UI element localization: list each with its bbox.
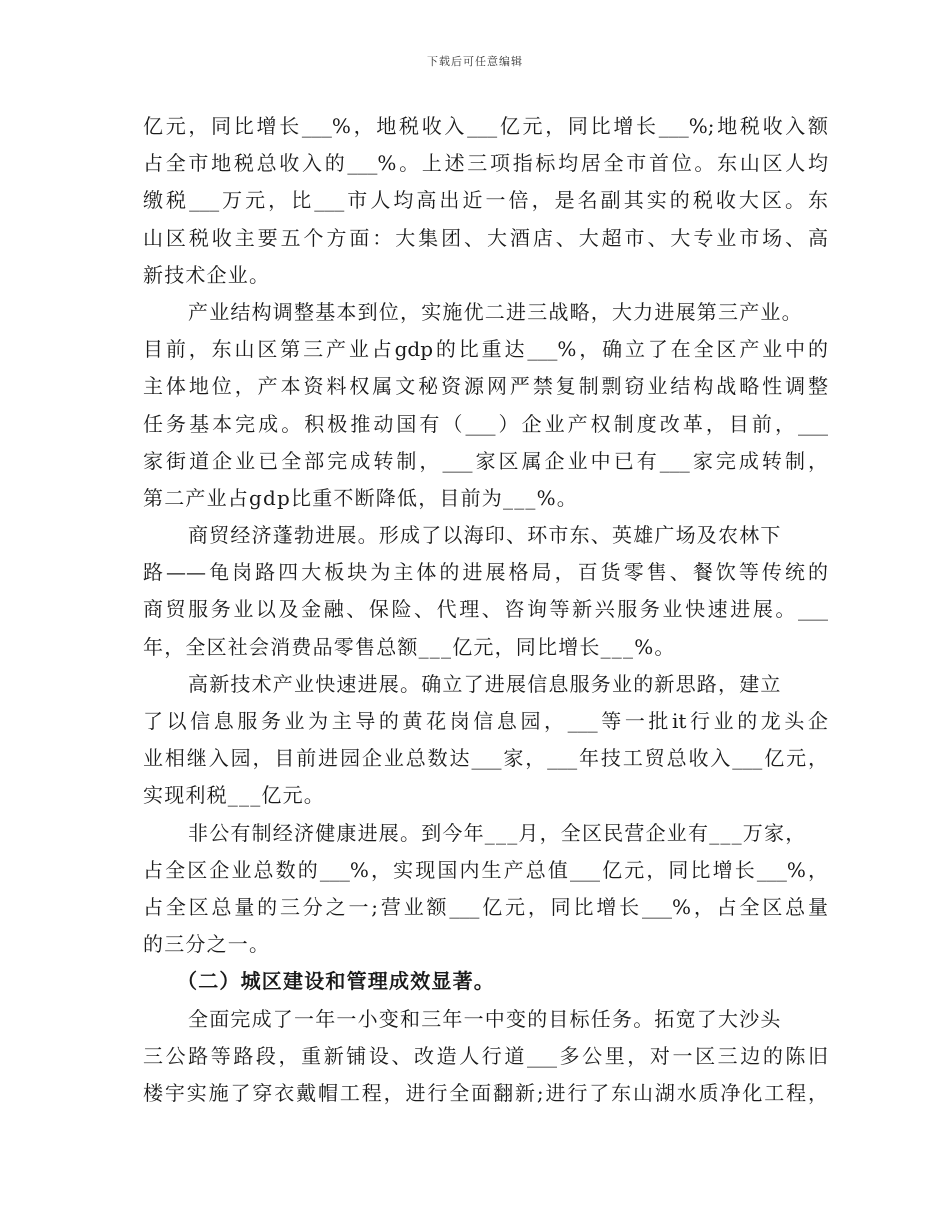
text-line: 家街道企业已全部完成转制，___家区属企业中已有___家完成转制， [143, 448, 828, 473]
text-line: 的三分之一。 [143, 932, 271, 957]
text-line: 商贸经济蓬勃进展。形成了以海印、环市东、英雄广场及农林下 [188, 523, 782, 548]
text-line: 亿元，同比增长___%，地税收入___亿元，同比增长___%;地税收入额 [143, 114, 828, 138]
text-line: 楼宇实施了穿衣戴帽工程，进行全面翻新;进行了东山湖水质净化工程， [143, 1080, 828, 1105]
text-line: 新技术企业。 [143, 262, 271, 287]
document-body [143, 108, 828, 1112]
section-heading: （二）城区建设和管理成效显著。 [177, 969, 495, 994]
text-line: 占全区企业总数的___%，实现国内生产总值___亿元，同比增长___%， [143, 857, 828, 882]
text-line: 三公路等路段，重新铺设、改造人行道___多公里，对一区三边的陈旧 [143, 1043, 828, 1068]
text-line: 商贸服务业以及金融、保险、代理、咨询等新兴服务业快速进展。___ [143, 597, 828, 622]
text-line: 业相继入园，目前进园企业总数达___家，___年技工贸总收入___亿元， [143, 746, 828, 771]
text-line: 产业结构调整基本到位，实施优二进三战略，大力进展第三产业。 [188, 299, 803, 324]
text-line: 了以信息服务业为主导的黄花岗信息园，___等一批it行业的龙头企 [143, 709, 828, 733]
text-line: 第二产业占gdp比重不断降低，目前为___%。 [143, 485, 579, 510]
text-line: 高新技术产业快速进展。确立了进展信息服务业的新思路，建立 [188, 671, 782, 696]
text-line: 占全市地税总收入的___%。上述三项指标均居全市首位。东山区人均 [143, 151, 828, 176]
text-line: 山区税收主要五个方面：大集团、大酒店、大超市、大专业市场、高 [143, 225, 828, 250]
text-line: 占全区总量的三分之一;营业额___亿元，同比增长___%，占全区总量 [143, 894, 828, 919]
text-line: 目前，东山区第三产业占gdp的比重达___%，确立了在全区产业中的 [143, 337, 828, 362]
text-line: 缴税___万元，比___市人均高出近一倍，是名副其实的税收大区。东 [143, 188, 828, 213]
text-line: 路——龟岗路四大板块为主体的进展格局，百货零售、餐饮等传统的 [143, 560, 828, 585]
text-line: 实现利税___亿元。 [143, 783, 325, 808]
text-line: 全面完成了一年一小变和三年一中变的目标任务。拓宽了大沙头 [188, 1006, 782, 1031]
page-header: 下载后可任意编辑 [427, 55, 523, 68]
text-line: 任务基本完成。积极推动国有（___）企业产权制度改革，目前，___ [143, 411, 828, 436]
text-line: 主体地位，产本资料权属文秘资源网严禁复制剽窃业结构战略性调整 [143, 374, 828, 399]
text-line: 非公有制经济健康进展。到今年___月，全区民营企业有___万家， [188, 820, 807, 845]
text-line: 年，全区社会消费品零售总额___亿元，同比增长___%。 [143, 634, 676, 659]
